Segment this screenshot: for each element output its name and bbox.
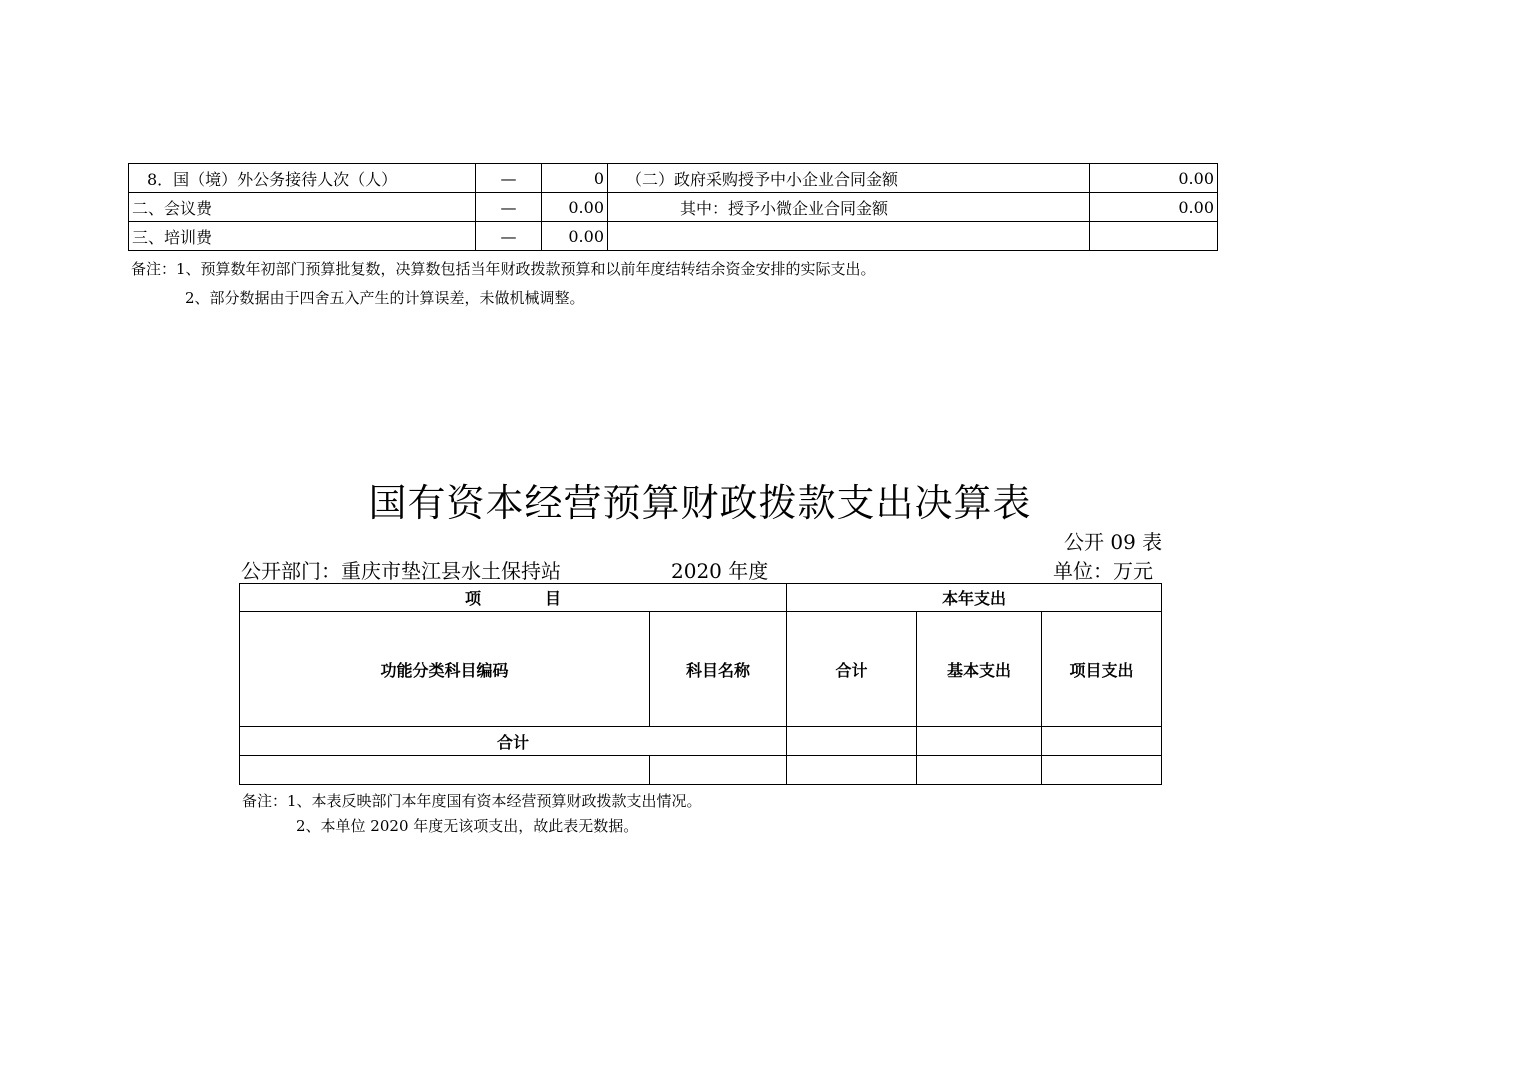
header-row	[240, 584, 1162, 612]
item-cell: 三、培训费	[129, 222, 476, 251]
unit-label: 单位：万元	[1053, 559, 1153, 583]
total-basic-cell	[917, 727, 1042, 756]
bottom-note-1: 备注：1、本表反映部门本年度国有资本经营预算财政拨款支出情况。	[242, 792, 702, 810]
budget-cell: —	[476, 164, 542, 193]
table-number: 公开 09 表	[1064, 530, 1163, 554]
item2-cell: （二）政府采购授予中小企业合同金额	[608, 164, 1090, 193]
header-item: 项 目	[240, 584, 787, 612]
budget-cell: —	[476, 222, 542, 251]
fiscal-year: 2020 年度	[671, 559, 769, 583]
empty-cell	[240, 756, 650, 785]
table-row	[129, 164, 1218, 193]
budget-cell: —	[476, 193, 542, 222]
col-project: 项目支出	[1042, 612, 1162, 727]
item2-cell: 其中：授予小微企业合同金额	[608, 193, 1090, 222]
total-project-cell	[1042, 727, 1162, 756]
state-capital-expense-table	[239, 583, 1162, 785]
empty-cell	[650, 756, 787, 785]
value2-cell: 0.00	[1090, 164, 1218, 193]
department-label: 公开部门：重庆市垫江县水土保持站	[241, 559, 561, 583]
empty-cell	[917, 756, 1042, 785]
header-expense: 本年支出	[787, 584, 1162, 612]
table-row	[129, 222, 1218, 251]
item-cell: 二、会议费	[129, 193, 476, 222]
col-name: 科目名称	[650, 612, 787, 727]
bottom-note-2: 2、本单位 2020 年度无该项支出，故此表无数据。	[296, 817, 639, 835]
empty-cell	[787, 756, 917, 785]
col-basic: 基本支出	[917, 612, 1042, 727]
top-note-2: 2、部分数据由于四舍五入产生的计算误差，未做机械调整。	[185, 289, 585, 307]
final-cell: 0	[542, 164, 608, 193]
item2-cell	[608, 222, 1090, 251]
table-row	[129, 193, 1218, 222]
value2-cell	[1090, 222, 1218, 251]
col-total: 合计	[787, 612, 917, 727]
top-note-1: 备注：1、预算数年初部门预算批复数，决算数包括当年财政拨款预算和以前年度结转结余资金安排的实际支出。	[131, 260, 876, 278]
item-cell: 8．国（境）外公务接待人次（人）	[129, 164, 476, 193]
expense-summary-table	[128, 163, 1218, 251]
report-title: 国有资本经营预算财政拨款支出决算表	[368, 481, 1032, 525]
final-cell: 0.00	[542, 222, 608, 251]
final-cell: 0.00	[542, 193, 608, 222]
col-code: 功能分类科目编码	[240, 612, 650, 727]
column-header-row	[240, 612, 1162, 727]
total-row	[240, 727, 1162, 756]
value2-cell: 0.00	[1090, 193, 1218, 222]
total-label: 合计	[240, 727, 787, 756]
empty-cell	[1042, 756, 1162, 785]
table-row	[240, 756, 1162, 785]
total-cell	[787, 727, 917, 756]
